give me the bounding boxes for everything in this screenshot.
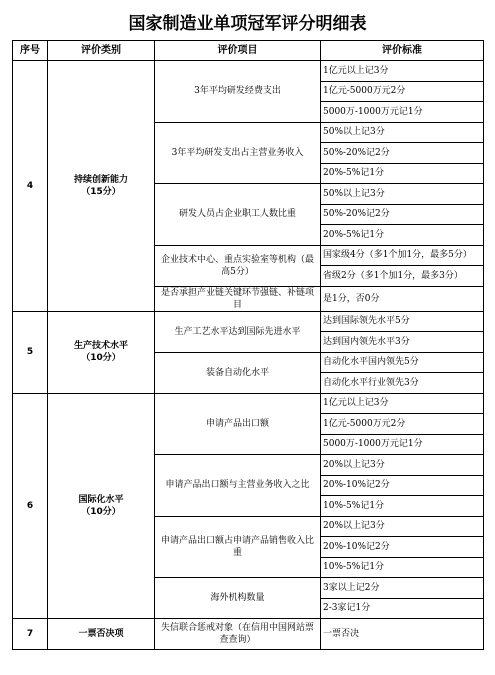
criteria-cell: 1亿元-5000万元2分 [321,81,484,102]
category-label: 持续创新能力 [73,174,128,185]
section-category [48,311,155,393]
criteria-cell: 达到国内领先水平3分 [321,332,484,353]
criteria-cell: 10%-5%记1分 [321,557,484,578]
scoring-table [12,40,484,650]
item-name: 失信联合惩戒对象（在信用中国网站票查查询） [155,619,321,650]
criteria-cell: 20%-10%记2分 [321,537,484,558]
table-row [13,311,484,332]
category-label: 一票否决项 [78,629,124,639]
criteria-cell: 2-3家记1分 [321,598,484,619]
criteria-cell: 5000万-1000万元记1分 [321,434,484,455]
page-title: 国家制造业单项冠军评分明细表 [128,14,367,34]
criteria-cell: 10%-5%记1分 [321,496,484,517]
item-name: 申请产品出口额与主营业务收入之比 [155,455,321,517]
criteria-cell: 50%-20%记2分 [321,143,484,164]
section-category [48,619,155,650]
item-name: 申请产品出口额 [155,393,321,455]
category-label: 生产技术水平 [73,341,128,351]
criteria-cell: 自动化水平国内领先5分 [321,352,484,373]
section-no: 5 [13,311,48,393]
table-header [13,41,484,61]
item-name: 海外机构数量 [155,578,321,619]
table-row [13,61,484,82]
section-category [48,393,155,619]
criteria-cell: 20%-5%记1分 [321,225,484,246]
criteria-cell: 20%-5%记1分 [321,163,484,184]
item-name: 企业技术中心、重点实验室等机构（最高5分） [155,245,321,286]
criteria-cell: 1亿元以上记3分 [321,61,484,82]
item-name: 生产工艺水平达到国际先进水平 [155,311,321,352]
category-score: （15分） [81,186,121,197]
criteria-cell: 省级2分（多1个加1分，最多3分） [321,266,484,287]
category-score: （10分） [81,506,121,517]
criteria-cell: 是1分，否0分 [321,286,484,311]
category-label: 国际化水平 [78,494,124,505]
item-name: 申请产品出口额占申请产品销售收入比重 [155,516,321,578]
item-name: 3年平均研发支出占主营业务收入 [155,122,321,184]
item-name: 研发人员占企业职工人数比重 [155,184,321,246]
item-name: 是否承担产业链关键环节强链、补链项目 [155,286,321,311]
section-category [48,61,155,312]
header-item: 评价项目 [155,41,321,61]
criteria-cell: 50%-20%记2分 [321,204,484,225]
criteria-cell: 20%以上记3分 [321,516,484,537]
category-score: （10分） [81,353,121,363]
table-row [13,619,484,650]
criteria-cell: 一票否决 [321,619,484,650]
criteria-cell: 1亿元以上记3分 [321,393,484,414]
criteria-cell: 1亿元-5000万元2分 [321,414,484,435]
criteria-cell: 50%以上记3分 [321,184,484,205]
item-name: 3年平均研发经费支出 [155,61,321,123]
item-name: 装备自动化水平 [155,352,321,393]
criteria-cell: 3家以上记2分 [321,578,484,599]
header-no: 序号 [13,41,48,61]
criteria-cell: 达到国际领先水平5分 [321,311,484,332]
header-criteria: 评价标准 [321,41,484,61]
section-no: 4 [13,61,48,312]
section-no: 6 [13,393,48,619]
criteria-cell: 20%以上记3分 [321,455,484,476]
criteria-cell: 国家级4分（多1个加1分，最多5分） [321,245,484,266]
table-row [13,393,484,414]
section-no: 7 [13,619,48,650]
header-category: 评价类别 [48,41,155,61]
criteria-cell: 20%-10%记2分 [321,475,484,496]
criteria-cell: 50%以上记3分 [321,122,484,143]
criteria-cell: 自动化水平行业领先3分 [321,373,484,394]
criteria-cell: 5000万-1000万元记1分 [321,102,484,123]
